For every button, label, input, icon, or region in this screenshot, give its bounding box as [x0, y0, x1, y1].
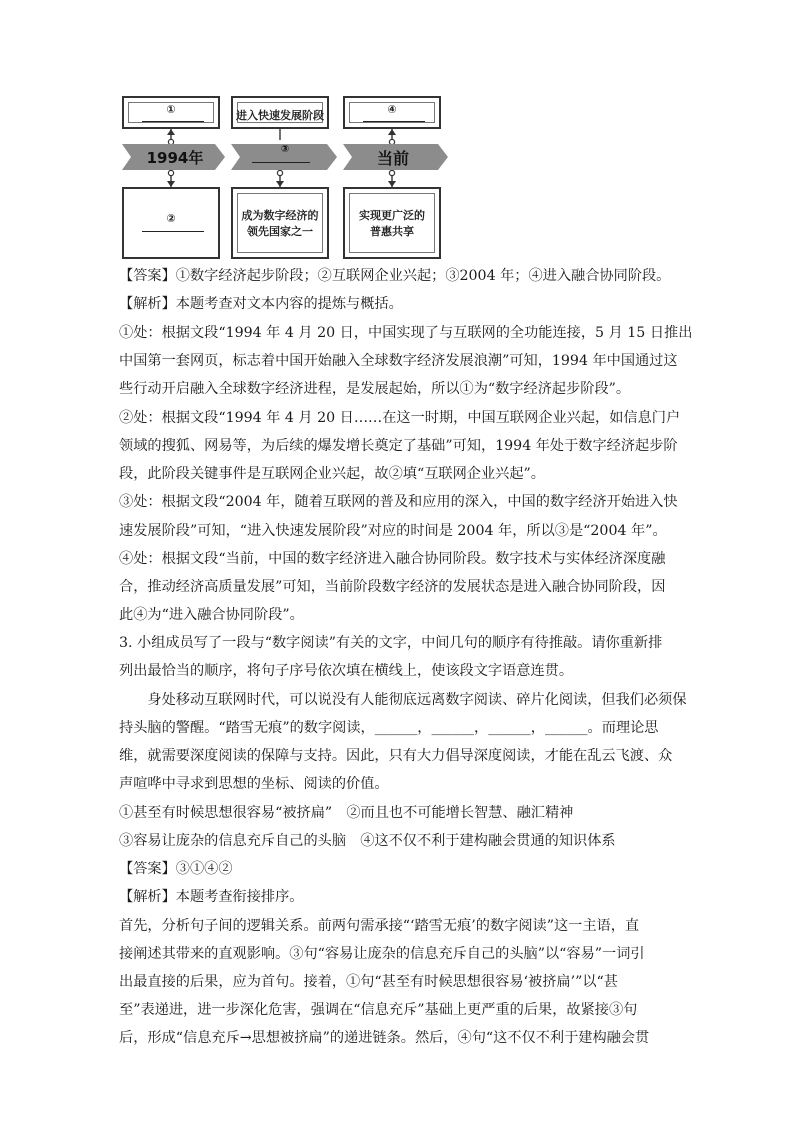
text-line: 速发展阶段”可知，“进入快速发展阶段”对应的时间是 2004 年，所以③是“2004 年”。 — [119, 523, 667, 539]
question-line: 3. 小组成员写了一段与“数字阅读”有关的文字，中间几句的顺序有待推敲。请你重新排 — [119, 635, 663, 651]
arrow-label-1994: 1994年 — [146, 149, 204, 167]
box-text-line: 领先国家之一 — [247, 225, 313, 238]
box-label: ④ — [387, 103, 397, 116]
text-line: ②处：根据文段“1994 年 4 月 20 日……在这一时期，中国互联网企业兴起，如信息门户 — [119, 410, 681, 426]
text-line: 些行动开启融入全球数字经济进程，是发展起始，所以①为“数字经济起步阶段”。 — [119, 381, 631, 397]
text-line: 至”表递进，进一步深化危害，强调在“信息充斥”基础上更严重的后果，故紧接③句 — [119, 1002, 638, 1018]
analysis-heading: 【解析】本题考查衔接排序。 — [119, 889, 304, 905]
text-line: 首先，分析句子间的逻辑关系。前两句需承接“‘踏雪无痕’的数字阅读”这一主语，直 — [119, 918, 640, 934]
answer-blank — [252, 162, 310, 163]
passage-line: 维，就需要深度阅读的保障与支持。因此，只有大力倡导深度阅读，才能在乱云飞渡、众 — [119, 748, 673, 764]
bottom-box-3 — [343, 187, 441, 259]
passage-line: 声喧哗中寻求到思想的坐标、阅读的价值。 — [119, 776, 389, 792]
text-line: 此④为“进入融合协同阶段”。 — [119, 607, 304, 623]
timeline-diagram — [115, 92, 455, 264]
box-text-line: 实现更广泛的 — [359, 209, 425, 222]
text-line: ③处：根据文段“2004 年，随着互联网的普及和应用的深入，中国的数字经济开始进入快 — [119, 494, 678, 510]
text-line: 合，推动经济高质量发展”可知，当前阶段数字经济的发展状态是进入融合协同阶段，因 — [119, 579, 666, 595]
box-text-line: 普惠共享 — [370, 225, 414, 238]
text-line: 中国第一套网页，标志着中国开始融入全球数字经济发展浪潮”可知，1994 年中国通过这 — [119, 353, 678, 369]
answer-line: 【答案】③①④② — [119, 861, 233, 877]
bottom-box-2 — [231, 187, 329, 259]
bottom-box-1 — [122, 187, 220, 259]
box-label: ② — [166, 212, 176, 225]
text-line: 后，形成“信息充斥→思想被挤扁”的递进链条。然后，④句“这不仅不利于建构融会贯 — [119, 1030, 650, 1046]
question-line: 列出最恰当的顺序，将句子序号依次填在横线上，使该段文字语意连贯。 — [119, 663, 574, 679]
text-line: ④处：根据文段“当前，中国的数字经济进入融合协同阶段。数字技术与实体经济深度融 — [119, 551, 666, 567]
text-line: ①处：根据文段“1994 年 4 月 20 日，中国实现了与互联网的全功能连接，5 月 15 日推出 — [119, 325, 693, 341]
passage-line: 身处移动互联网时代，可以说没有人能彻底远离数字阅读、碎片化阅读，但我们必须保 — [119, 692, 687, 708]
text-line: 领域的搜狐、网易等，为后续的爆发增长奠定了基础”可知，1994 年处于数字经济起步阶 — [119, 438, 678, 454]
box-label: ① — [166, 103, 176, 116]
text-line: 出最直接的后果，应为首句。接着，①句“甚至有时候思想很容易‘被挤扁’”以“甚 — [119, 974, 618, 990]
text-line: 段，此阶段关键事件是互联网企业兴起，故②填“互联网企业兴起”。 — [119, 466, 545, 482]
arrow-label-current: 当前 — [376, 149, 409, 168]
answer-line: 【答案】①数字经济起步阶段；②互联网企业兴起；③2004 年；④进入融合协同阶段。 — [119, 268, 671, 284]
analysis-heading: 【解析】本题考查对文本内容的提炼与概括。 — [119, 296, 403, 312]
box-text-line: 成为数字经济的 — [241, 209, 319, 222]
arrow-label-3: ③ — [280, 144, 290, 155]
text-line: 接阐述其带来的直观影响。③句“容易让庞杂的信息充斥自己的头脑”以“容易”一词引 — [119, 946, 645, 962]
option-line: ③容易让庞杂的信息充斥自己的头脑 ④这不仅不利于建构融会贯通的知识体系 — [119, 833, 616, 849]
passage-line: 持头脑的警醒。“踏雪无痕”的数字阅读，______，______，______，______。而理论思 — [119, 720, 659, 736]
answer-blank — [142, 231, 204, 232]
box-label: 进入快速发展阶段 — [236, 109, 324, 122]
option-line: ①甚至有时候思想很容易“被挤扁” ②而且也不可能增长智慧、融汇精神 — [119, 805, 574, 821]
